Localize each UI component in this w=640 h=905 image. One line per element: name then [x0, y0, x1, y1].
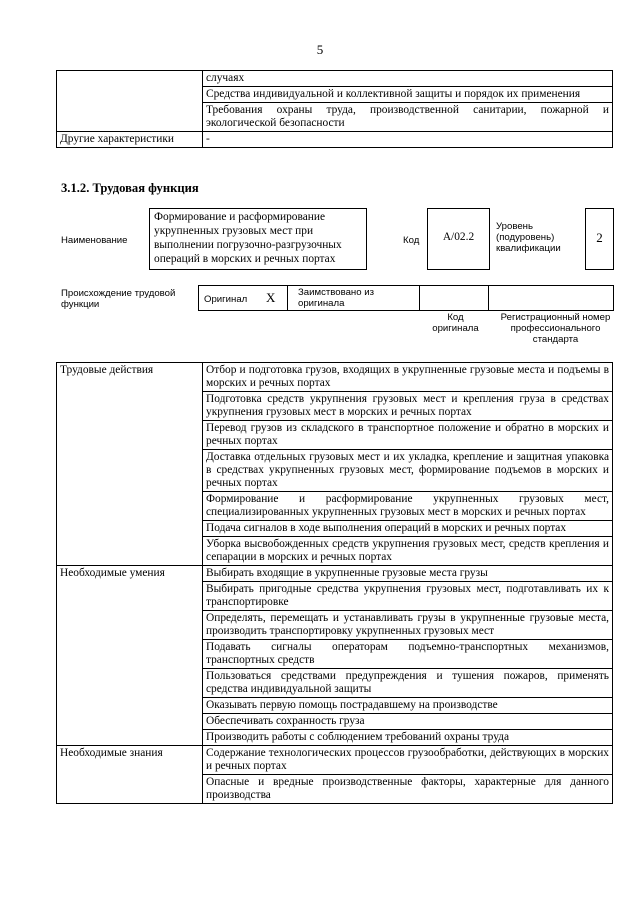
other-characteristics-label: Другие характеристики	[57, 132, 203, 148]
list-item: Выбирать пригодные средства укрупнения грузовых мест, подготавливать их к транспортировке	[203, 582, 613, 611]
page-number: 5	[316, 42, 324, 57]
name-label: Наименование	[61, 235, 128, 246]
list-item: Отбор и подготовка грузов, входящих в укрупненные грузовые места и подъемы в морских и речных портах	[203, 363, 613, 392]
list-item: Обеспечивать сохранность груза	[203, 714, 613, 730]
table-row	[57, 71, 613, 87]
original-label: Оригинал	[204, 294, 248, 305]
original-box	[198, 285, 288, 311]
list-item: Формирование и расформирование укрупненных грузовых мест, специализированных укрупненных грузовых мест в морских и речных портах	[203, 492, 613, 521]
table-row	[57, 363, 613, 392]
table-cell: случаях	[203, 71, 613, 87]
labor-actions-label: Трудовые действия	[57, 363, 203, 566]
reg-number-caption: Регистрационный номер профессионального стандарта	[500, 312, 611, 345]
table-cell: Средства индивидуальной и коллективной защиты и порядок их применения	[203, 87, 613, 103]
list-item: Производить работы с соблюдением требований охраны труда	[203, 730, 613, 746]
table-cell: Требования охраны труда, производственной санитарии, пожарной и экологической безопасности	[203, 103, 613, 132]
table-row	[57, 746, 613, 775]
table-cell-empty	[57, 71, 203, 132]
list-item: Доставка отдельных грузовых мест и их укладка, крепление и защитная упаковка в средствах укрупненных грузовых мест, формирование подъемов в морских и речных портах	[203, 450, 613, 492]
list-item: Опасные и вредные производственные факторы, характерные для данного производства	[203, 775, 613, 804]
level-value-box: 2	[585, 208, 614, 270]
list-item: Уборка высвобожденных средств укрупнения грузовых мест, средств крепления и сепарации в морских и речных портах	[203, 537, 613, 566]
borrowed-box	[287, 285, 420, 311]
list-item: Пользоваться средствами предупреждения и тушения пожаров, применять средства индивидуальной защиты	[203, 669, 613, 698]
labor-function-table	[56, 362, 613, 804]
function-name-box: Формирование и расформирование укрупненных грузовых мест при выполнении погрузочно-разгрузочных операций в морских и речных портах	[149, 208, 367, 270]
reg-number-box	[488, 285, 614, 311]
code-value-box: A/02.2	[427, 208, 490, 270]
list-item: Перевод грузов из складского в транспортное положение и обратно в морских и речных портах	[203, 421, 613, 450]
top-characteristics-table	[56, 70, 613, 148]
list-item: Подача сигналов в ходе выполнения операций в морских и речных портах	[203, 521, 613, 537]
origin-code-box	[419, 285, 489, 311]
table-cell: -	[203, 132, 613, 148]
list-item: Определять, перемещать и устанавливать грузы в укрупненные грузовые места, производить транспортировку укрупненных грузовых мест	[203, 611, 613, 640]
level-label: Уровень (подуровень) квалификации	[496, 221, 561, 254]
list-item: Подготовка средств укрупнения грузовых мест и крепления груза в средствах укрупнения грузовых мест в морских и речных портах	[203, 392, 613, 421]
table-row	[57, 132, 613, 148]
list-item: Выбирать входящие в укрупненные грузовые места грузы	[203, 566, 613, 582]
borrowed-label: Заимствовано из оригинала	[298, 287, 374, 309]
list-item: Оказывать первую помощь пострадавшему на производстве	[203, 698, 613, 714]
skills-label: Необходимые умения	[57, 566, 203, 746]
table-row	[57, 566, 613, 582]
list-item: Подавать сигналы операторам подъемно-транспортных механизмов, транспортных средств	[203, 640, 613, 669]
origin-code-caption: Код оригинала	[432, 312, 479, 334]
origin-label: Происхождение трудовой функции	[61, 288, 176, 310]
knowledge-label: Необходимые знания	[57, 746, 203, 804]
code-label: Код	[403, 235, 420, 246]
section-title: 3.1.2. Трудовая функция	[61, 181, 199, 195]
list-item: Содержание технологических процессов грузообработки, действующих в морских и речных портах	[203, 746, 613, 775]
original-mark: X	[266, 290, 276, 305]
